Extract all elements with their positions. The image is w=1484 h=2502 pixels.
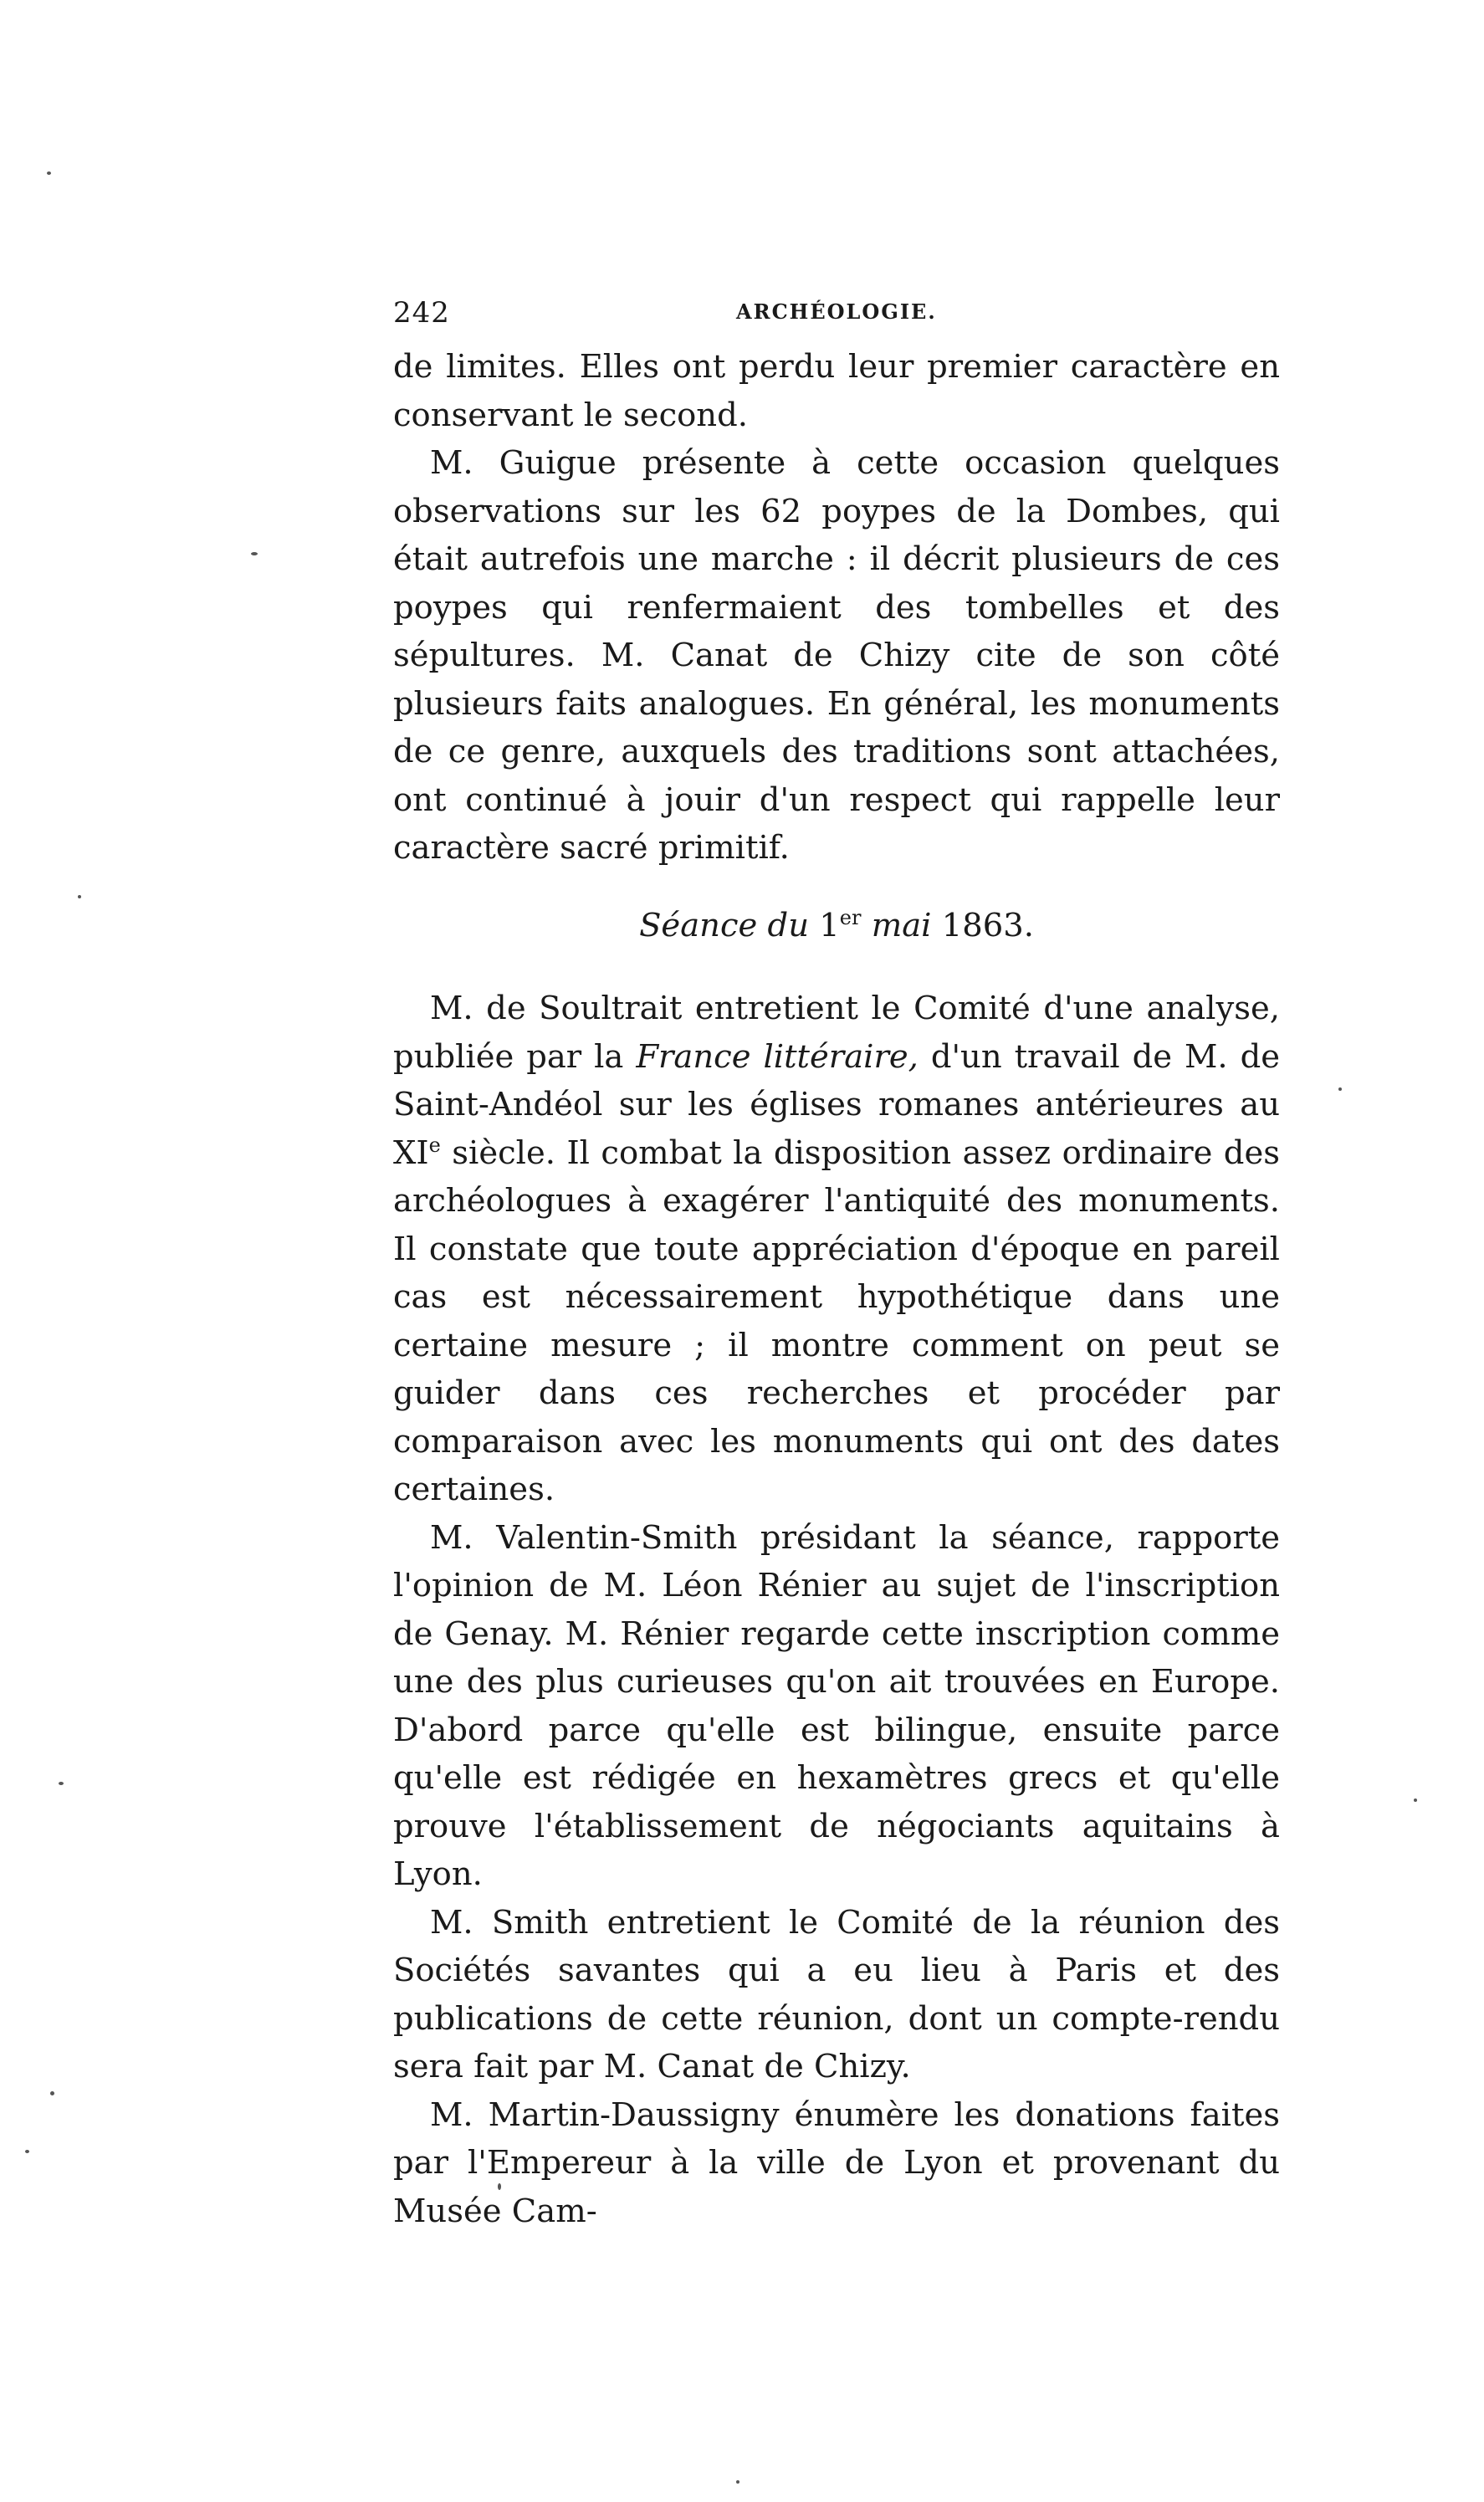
scan-speck bbox=[78, 895, 81, 898]
scan-speck bbox=[59, 1782, 64, 1785]
paragraph-guigue: M. Guigue présente à cette occasion quelques observations sur les 62 poypes de la Dombes, qui était autrefois une marche : il décrit plusieurs de ces poypes qui renfermaient des tombelles et des sépultures. M. Canat de Chizy cite de son côté plusieurs faits analogues. En général, les monuments de ce genre, auxquels des traditions sont attachées, ont continué à jouir d'un respect qui rappelle leur caractère sacré primitif. bbox=[393, 444, 1280, 867]
heading-year: 1863. bbox=[941, 906, 1034, 944]
paragraph-martin-daussigny: M. Martin-Daussigny énumère les donations faites par l'Empereur à la ville de Lyon et provenant du Musée Cam- bbox=[393, 2095, 1280, 2230]
paragraph-soultrait bbox=[393, 985, 1280, 1514]
page-header bbox=[393, 296, 1280, 336]
journal-title: France littéraire, bbox=[636, 1037, 919, 1076]
paragraph-soultrait-part-a: M. de Soultrait entretient le Comité d'une analyse, publiée par la bbox=[393, 990, 1280, 1076]
page-number: 242 bbox=[393, 296, 450, 330]
century-sup: e bbox=[428, 1133, 441, 1157]
paragraph-smith: M. Smith entretient le Comité de la réunion des Sociétés savantes qui a eu lieu à Paris et des publications de cette réunion, dont un compte-rendu sera fait par M. Canat de Chizy. bbox=[393, 1903, 1280, 2085]
heading-day-sup: er bbox=[839, 905, 862, 929]
heading-day: 1 bbox=[819, 906, 840, 944]
scan-speck bbox=[251, 552, 258, 555]
scan-speck bbox=[498, 2183, 501, 2190]
scan-speck bbox=[47, 171, 51, 175]
running-title: ARCHÉOLOGIE. bbox=[736, 299, 937, 324]
scan-speck bbox=[25, 2150, 29, 2153]
heading-seance: Séance du bbox=[639, 906, 809, 944]
heading-month: mai bbox=[871, 906, 932, 944]
scan-speck bbox=[1338, 1087, 1342, 1091]
paragraph-valentin-smith: M. Valentin-Smith présidant la séance, rapporte l'opinion de M. Léon Rénier au sujet de l'inscription de Genay. M. Rénier regarde cette inscription comme une des plus curieuses qu'on ait trouvées en Europe. D'abord parce qu'elle est bilingue, ensuite parce qu'elle est rédigée en hexamètres grecs et qu'elle prouve l'établissement de négociants aquitains à Lyon. bbox=[393, 1518, 1280, 1893]
scan-speck bbox=[1414, 1798, 1417, 1802]
paragraph-soultrait-part-b: d'un travail de M. de Saint-Andéol sur les églises romanes antérieures au XI bbox=[393, 1037, 1280, 1172]
body-text bbox=[393, 343, 1280, 2235]
scan-speck bbox=[50, 2091, 54, 2095]
paragraph-continuation: de limites. Elles ont perdu leur premier caractère en conservant le second. bbox=[393, 348, 1280, 434]
section-heading bbox=[393, 902, 1280, 950]
scan-speck bbox=[736, 2480, 739, 2484]
paragraph-soultrait-part-c: siècle. Il combat la disposition assez ordinaire des archéologues à exagérer l'antiquité des monuments. Il constate que toute appréciation d'époque en pareil cas est nécessairement hypothétique dans une certaine mesure ; il montre comment on peut se guider dans ces recherches et procéder par comparaison avec les monuments qui ont des dates certaines. bbox=[393, 1133, 1280, 1508]
